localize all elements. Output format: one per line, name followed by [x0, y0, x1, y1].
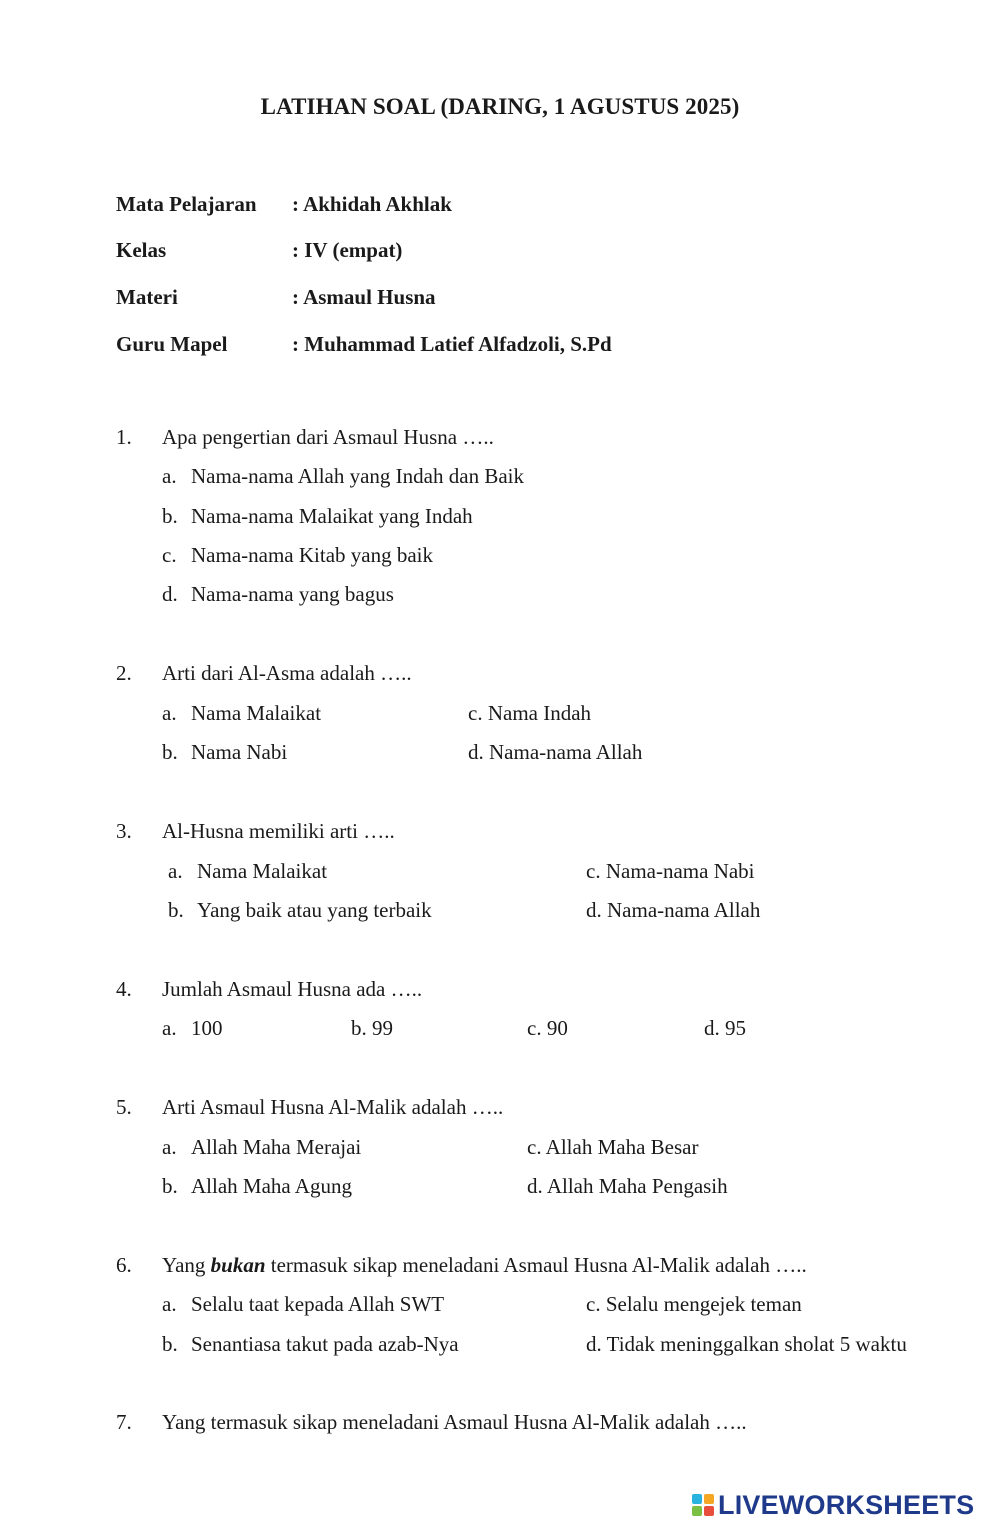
option-text: Nama Indah — [487, 701, 592, 725]
question-text: Yang termasuk sikap meneladani Asmaul Husna Al-Malik adalah ….. — [162, 1410, 747, 1434]
option-text: Selalu taat kepada Allah SWT — [191, 1292, 445, 1316]
logo-square — [704, 1506, 714, 1516]
liveworksheets-logo[interactable] — [692, 1488, 992, 1522]
info-value: : IV (empat) — [292, 238, 403, 262]
option-letter: b. — [162, 504, 178, 528]
option-6a[interactable] — [162, 1292, 444, 1317]
question-number: 4. — [116, 977, 132, 1001]
option-letter: a. — [162, 701, 177, 725]
question-number: 5. — [116, 1095, 132, 1119]
option-letter: a. — [162, 464, 177, 488]
option-6d[interactable] — [586, 1332, 907, 1357]
option-4d[interactable] — [704, 1016, 746, 1041]
option-letter: c. — [527, 1135, 542, 1159]
option-letter: a. — [168, 859, 183, 883]
option-1d[interactable] — [162, 582, 394, 607]
question-text-emphasis: bukan — [210, 1253, 266, 1277]
option-letter: d. — [704, 1016, 720, 1040]
option-text: Nama-nama Allah yang Indah dan Baik — [191, 464, 524, 488]
question-text — [162, 1253, 807, 1278]
option-letter: b. — [162, 740, 178, 764]
option-letter: d. — [527, 1174, 543, 1198]
option-5c[interactable] — [527, 1135, 698, 1160]
option-5d[interactable] — [527, 1174, 728, 1199]
question-text-pre: Yang — [162, 1253, 211, 1277]
option-3d[interactable] — [586, 898, 760, 923]
question-number: 3. — [116, 819, 132, 843]
option-text: Allah Maha Pengasih — [546, 1174, 728, 1198]
info-label: Guru Mapel — [116, 332, 228, 356]
logo-square — [704, 1494, 714, 1504]
option-letter: c. — [586, 1292, 601, 1316]
question-text: Jumlah Asmaul Husna ada ….. — [162, 977, 423, 1001]
info-value: : Akhidah Akhlak — [292, 192, 452, 216]
option-letter: b. — [162, 1174, 178, 1198]
option-letter: a. — [162, 1135, 177, 1159]
option-text: Yang baik atau yang terbaik — [197, 898, 432, 922]
option-text: Nama-nama Allah — [489, 740, 643, 764]
option-letter: d. — [586, 1332, 602, 1356]
option-text: Allah Maha Merajai — [191, 1135, 362, 1159]
option-letter: b. — [162, 1332, 178, 1356]
question-text: Al-Husna memiliki arti ….. — [162, 819, 395, 843]
option-1b[interactable] — [162, 504, 473, 529]
question-text-post: termasuk sikap meneladani Asmaul Husna Al-Malik adalah ….. — [265, 1253, 807, 1277]
option-letter: c. — [468, 701, 483, 725]
option-text: Nama-nama Nabi — [605, 859, 755, 883]
option-letter: a. — [162, 1292, 177, 1316]
logo-square — [692, 1506, 702, 1516]
question-number: 6. — [116, 1253, 132, 1277]
option-letter: b. — [168, 898, 184, 922]
info-label: Kelas — [116, 238, 167, 262]
option-text: 99 — [372, 1016, 393, 1040]
option-3a[interactable] — [168, 859, 327, 884]
option-3b[interactable] — [168, 898, 432, 923]
question-number: 1. — [116, 425, 132, 449]
option-letter: c. — [586, 859, 601, 883]
option-letter: d. — [586, 898, 602, 922]
option-text: Nama Malaikat — [191, 701, 322, 725]
question-text: Apa pengertian dari Asmaul Husna ….. — [162, 425, 494, 449]
info-value: : Muhammad Latief Alfadzoli, S.Pd — [292, 332, 612, 356]
page-title: LATIHAN SOAL (DARING, 1 AGUSTUS 2025) — [260, 94, 740, 119]
option-1a[interactable] — [162, 464, 524, 489]
option-letter: d. — [468, 740, 484, 764]
option-text: Nama Nabi — [191, 740, 288, 764]
option-2b[interactable] — [162, 740, 287, 765]
option-text: Nama-nama yang bagus — [191, 582, 394, 606]
info-label: Materi — [116, 285, 178, 309]
option-text: 100 — [191, 1016, 223, 1040]
option-3c[interactable] — [586, 859, 755, 884]
question-number: 7. — [116, 1410, 132, 1434]
liveworksheets-logo-icon — [692, 1494, 714, 1516]
option-5a[interactable] — [162, 1135, 361, 1160]
option-letter: c. — [162, 543, 177, 567]
option-text: 90 — [546, 1016, 568, 1040]
option-1c[interactable] — [162, 543, 433, 568]
option-text: Allah Maha Besar — [545, 1135, 699, 1159]
option-letter: d. — [162, 582, 178, 606]
option-4c[interactable] — [527, 1016, 568, 1041]
option-text: Nama-nama Kitab yang baik — [191, 543, 433, 567]
option-2d[interactable] — [468, 740, 642, 765]
option-text: Nama Malaikat — [197, 859, 328, 883]
option-text: Tidak meninggalkan sholat 5 waktu — [606, 1332, 907, 1356]
option-text: Selalu mengejek teman — [605, 1292, 802, 1316]
option-letter: b. — [351, 1016, 367, 1040]
option-6c[interactable] — [586, 1292, 802, 1317]
logo-square — [692, 1494, 702, 1504]
option-text: 95 — [725, 1016, 746, 1040]
option-2c[interactable] — [468, 701, 591, 726]
info-label: Mata Pelajaran — [116, 192, 257, 216]
option-4a[interactable] — [162, 1016, 223, 1041]
option-text: Nama-nama Allah — [607, 898, 761, 922]
option-text: Senantiasa takut pada azab-Nya — [191, 1332, 459, 1356]
question-text: Arti Asmaul Husna Al-Malik adalah ….. — [162, 1095, 504, 1119]
question-number: 2. — [116, 661, 132, 685]
info-value: : Asmaul Husna — [292, 285, 436, 309]
option-6b[interactable] — [162, 1332, 459, 1357]
option-2a[interactable] — [162, 701, 321, 726]
brand-name: LIVEWORKSHEETS — [718, 1489, 975, 1520]
option-text: Allah Maha Agung — [191, 1174, 352, 1198]
question-text: Arti dari Al-Asma adalah ….. — [162, 661, 412, 685]
option-5b[interactable] — [162, 1174, 352, 1199]
option-text: Nama-nama Malaikat yang Indah — [191, 504, 473, 528]
option-4b[interactable] — [351, 1016, 393, 1041]
option-letter: c. — [527, 1016, 542, 1040]
option-letter: a. — [162, 1016, 177, 1040]
